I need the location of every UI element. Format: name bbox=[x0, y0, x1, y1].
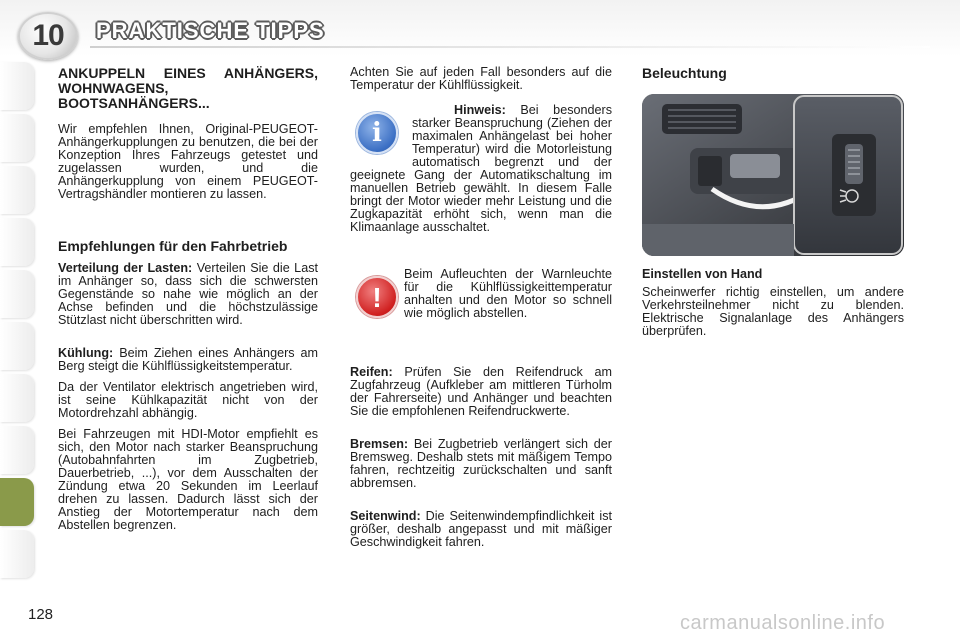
tyres-lead: Reifen: bbox=[350, 365, 393, 379]
hdi-paragraph: Bei Fahrzeugen mit HDI-Motor empfiehlt es sich, den Motor nach starker Beanspruchung (Autobahnfahrten im Zugbetrieb, Dauerbetrieb, ...), vor dem Ausschalten der Zündung etwa 20 Sekunden im Leerlauf drehen zu lassen. Dadurch lässt sich der Anstieg der Motortemperatur nach dem Abstellen begrenzen. bbox=[58, 427, 318, 532]
chapter-title: PRAKTISCHE TIPPS bbox=[96, 18, 325, 43]
middle-column bbox=[350, 66, 612, 549]
manual-adjustment-title: Einstellen von Hand bbox=[642, 267, 763, 281]
chapter-tab[interactable] bbox=[0, 166, 34, 214]
chapter-tab[interactable] bbox=[0, 530, 34, 578]
brakes-paragraph bbox=[350, 438, 612, 490]
chapter-number-badge: 10 bbox=[18, 12, 78, 60]
cooling-paragraph bbox=[58, 347, 318, 373]
chapter-tab[interactable] bbox=[0, 114, 34, 162]
title-divider bbox=[90, 46, 930, 48]
crosswind-text: Die Seitenwindempfindlichkeit ist größer, deshalb angepasst und mit mäßiger Geschwindigkeit fahren. bbox=[350, 509, 612, 549]
tyres-text: Prüfen Sie den Reifendruck am Zugfahrzeug (Aufkleber am mittleren Türholm der Fahrerseite) und Anhänger und beachten Sie die empfohlenen Reifendruckwerte. bbox=[350, 365, 612, 418]
crosswind-paragraph bbox=[350, 510, 612, 549]
chapter-tabs bbox=[0, 62, 34, 582]
headlamp-adjuster-photo bbox=[642, 94, 904, 256]
brakes-lead: Bremsen: bbox=[350, 437, 409, 451]
right-column bbox=[642, 66, 904, 81]
warning-block bbox=[350, 268, 612, 338]
warning-paragraph: Beim Aufleuchten der Warnleuchte für die Kühlflüssigkeittemperatur anhalten und den Motor so schnell wie möglich abstellen. bbox=[404, 267, 612, 320]
note-lead: Hinweis: bbox=[454, 103, 506, 117]
load-text: Verteilen Sie die Last im Anhänger so, dass sich die schwersten Gegenstände so nahe wie möglich an der Achse befinden und die höchstzulässige Stützlast nicht überschritten wird. bbox=[58, 261, 318, 327]
chapter-tab[interactable] bbox=[0, 62, 34, 110]
note-block bbox=[350, 104, 612, 234]
chapter-tab[interactable] bbox=[0, 218, 34, 266]
driving-recommendations-title: Empfehlungen für den Fahrbetrieb bbox=[58, 238, 288, 254]
dashboard-illustration bbox=[642, 94, 904, 256]
fan-paragraph: Da der Ventilator elektrisch angetrieben wird, ist seine Kühlkapazität nicht von der Motordrehzahl abhängig. bbox=[58, 380, 318, 420]
warning-icon: ! bbox=[356, 276, 398, 318]
page-number: 128 bbox=[28, 606, 54, 623]
chapter-tab-active[interactable] bbox=[0, 478, 34, 526]
watermark: carmanualsonline.info bbox=[680, 612, 886, 634]
cooling-lead: Kühlung: bbox=[58, 346, 114, 360]
section-title-towing: ANKUPPELN EINES ANHÄNGERS, WOHNWAGENS, BOOTSANHÄNGERS... bbox=[58, 65, 318, 111]
chapter-tab[interactable] bbox=[0, 270, 34, 318]
left-column bbox=[58, 66, 318, 532]
chapter-tab[interactable] bbox=[0, 426, 34, 474]
temperature-paragraph: Achten Sie auf jeden Fall besonders auf die Temperatur der Kühlflüssigkeit. bbox=[350, 65, 612, 92]
intro-paragraph: Wir empfehlen Ihnen, Original-PEUGEOT-Anhängerkupplungen zu benutzen, die bei der Konzeption Ihres Fahrzeugs getestet und zugelassen wurden, und die Anhängerkupplung von einem PEUGEOT-Vertragshändler montieren zu lassen. bbox=[58, 122, 318, 201]
chapter-tab[interactable] bbox=[0, 322, 34, 370]
load-lead: Verteilung der Lasten: bbox=[58, 261, 193, 275]
chapter-tab[interactable] bbox=[0, 374, 34, 422]
load-paragraph bbox=[58, 262, 318, 327]
info-icon: i bbox=[356, 112, 398, 154]
lighting-title: Beleuchtung bbox=[642, 65, 727, 81]
brakes-text: Bei Zugbetrieb verlängert sich der Bremsweg. Deshalb stets mit mäßigem Tempo fahren, rechtzeitig zurückschalten und sanft abbremsen. bbox=[350, 437, 612, 490]
crosswind-lead: Seitenwind: bbox=[350, 509, 421, 523]
cooling-text: Beim Ziehen eines Anhängers am Berg steigt die Kühlflüssigkeitstemperatur. bbox=[58, 346, 318, 373]
note-text: Bei besonders starker Beanspruchung (Ziehen der maximalen Anhängelast bei hoher Temperatur) wird die Motorleistung automatisch begrenzt und der geeignete Gang der Automatikschaltung im manuellen Betrieb gewählt. In diesem Falle bringt der Motor wieder mehr Leistung und die Zugkapazität erhöht sich, wenn man die Klimaanlage ausschaltet. bbox=[350, 103, 612, 234]
lighting-paragraph: Scheinwerfer richtig einstellen, um andere Verkehrsteilnehmer nicht zu blenden. Elektrische Signalanlage des Anhängers überprüfen. bbox=[642, 285, 904, 338]
right-column-lower bbox=[642, 268, 904, 338]
tyres-paragraph bbox=[350, 366, 612, 418]
